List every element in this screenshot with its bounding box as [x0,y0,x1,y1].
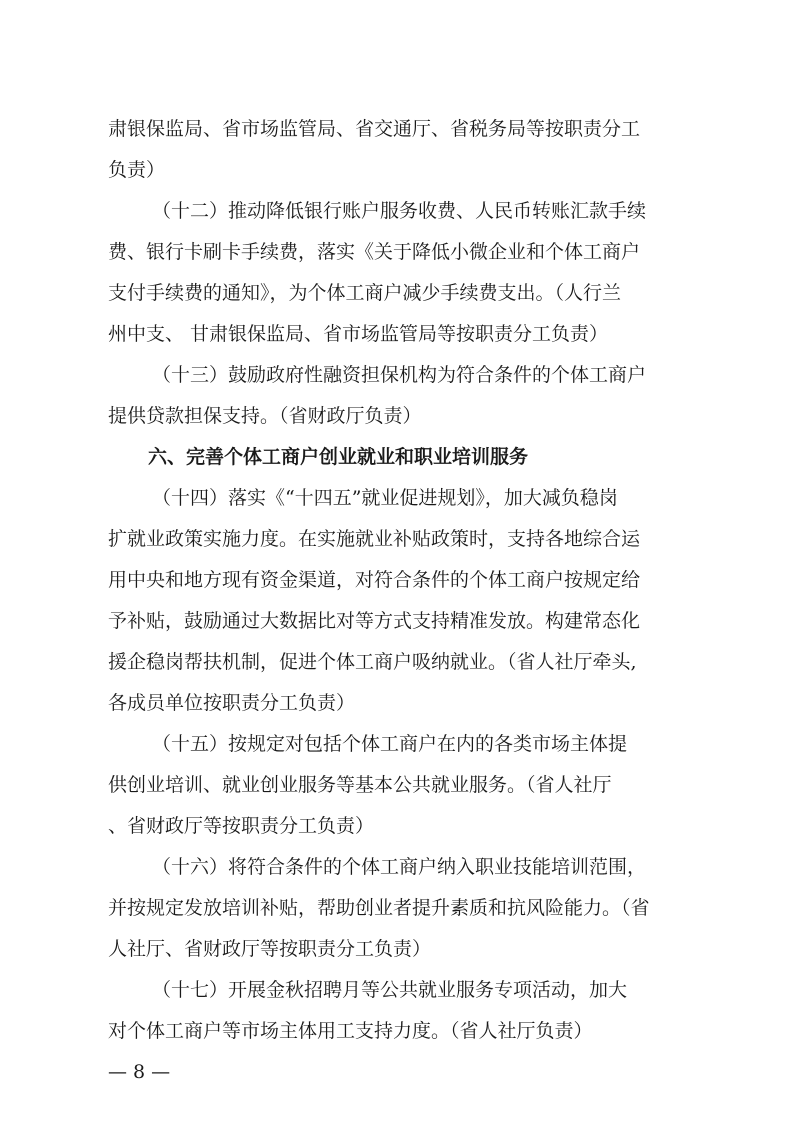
page-number: — 8 — [108,1061,171,1083]
paragraph-line: 支付手续费的通知》，为个体工商户减少手续费支出。（人行兰 [108,282,622,304]
paragraph-line: （十七）开展金秋招聘月等公共就业服务专项活动，加大 [152,979,628,1001]
paragraph-line: 用中央和地方现有资金渠道，对符合条件的个体工商户按规定给 [108,569,641,591]
paragraph-line: （十六）将符合条件的个体工商户纳入职业技能培训范围， [152,856,647,878]
paragraph-line: 扩就业政策实施力度。在实施就业补贴政策时，支持各地综合运 [108,528,641,550]
paragraph-line: 负责） [108,159,166,181]
paragraph-line: （十二）推动降低银行账户服务收费、人民币转账汇款手续 [152,200,647,222]
paragraph-line: 提供贷款担保支持。（省财政厅负责） [108,405,422,427]
paragraph-line: （十四）落实《“十四五”就业促进规划》，加大减负稳岗 [152,487,618,509]
paragraph-line: 对个体工商户等市场主体用工支持力度。（省人社厅负责） [108,1020,593,1042]
paragraph-line: （十五）按规定对包括个体工商户在内的各类市场主体提 [152,733,628,755]
paragraph-line: 州中支、 甘肃银保监局、省市场监管局等按职责分工负责） [108,323,609,345]
paragraph-line: 人社厅、省财政厅等按职责分工负责） [108,938,432,960]
paragraph-line: 费、银行卡刷卡手续费，落实《关于降低小微企业和个体工商户 [108,241,641,263]
paragraph-line: 援企稳岗帮扶机制，促进个体工商户吸纳就业。（省人社厅牵头, [108,651,637,673]
paragraph-line: 予补贴，鼓励通过大数据比对等方式支持精准发放。构建常态化 [108,610,641,632]
paragraph-line: 肃银保监局、省市场监管局、省交通厅、省税务局等按职责分工 [108,118,641,140]
paragraph-line: 、省财政厅等按职责分工负责） [108,815,375,837]
paragraph-line: 各成员单位按职责分工负责） [108,692,356,714]
paragraph-line: （十三）鼓励政府性融资担保机构为符合条件的个体工商户 [152,364,647,386]
paragraph-line: 供创业培训、就业创业服务等基本公共就业服务。（省人社厅 [108,774,612,796]
paragraph-line: 并按规定发放培训补贴，帮助创业者提升素质和抗风险能力。（省 [108,897,650,919]
section-heading: 六、完善个体工商户创业就业和职业培训服务 [148,446,529,468]
